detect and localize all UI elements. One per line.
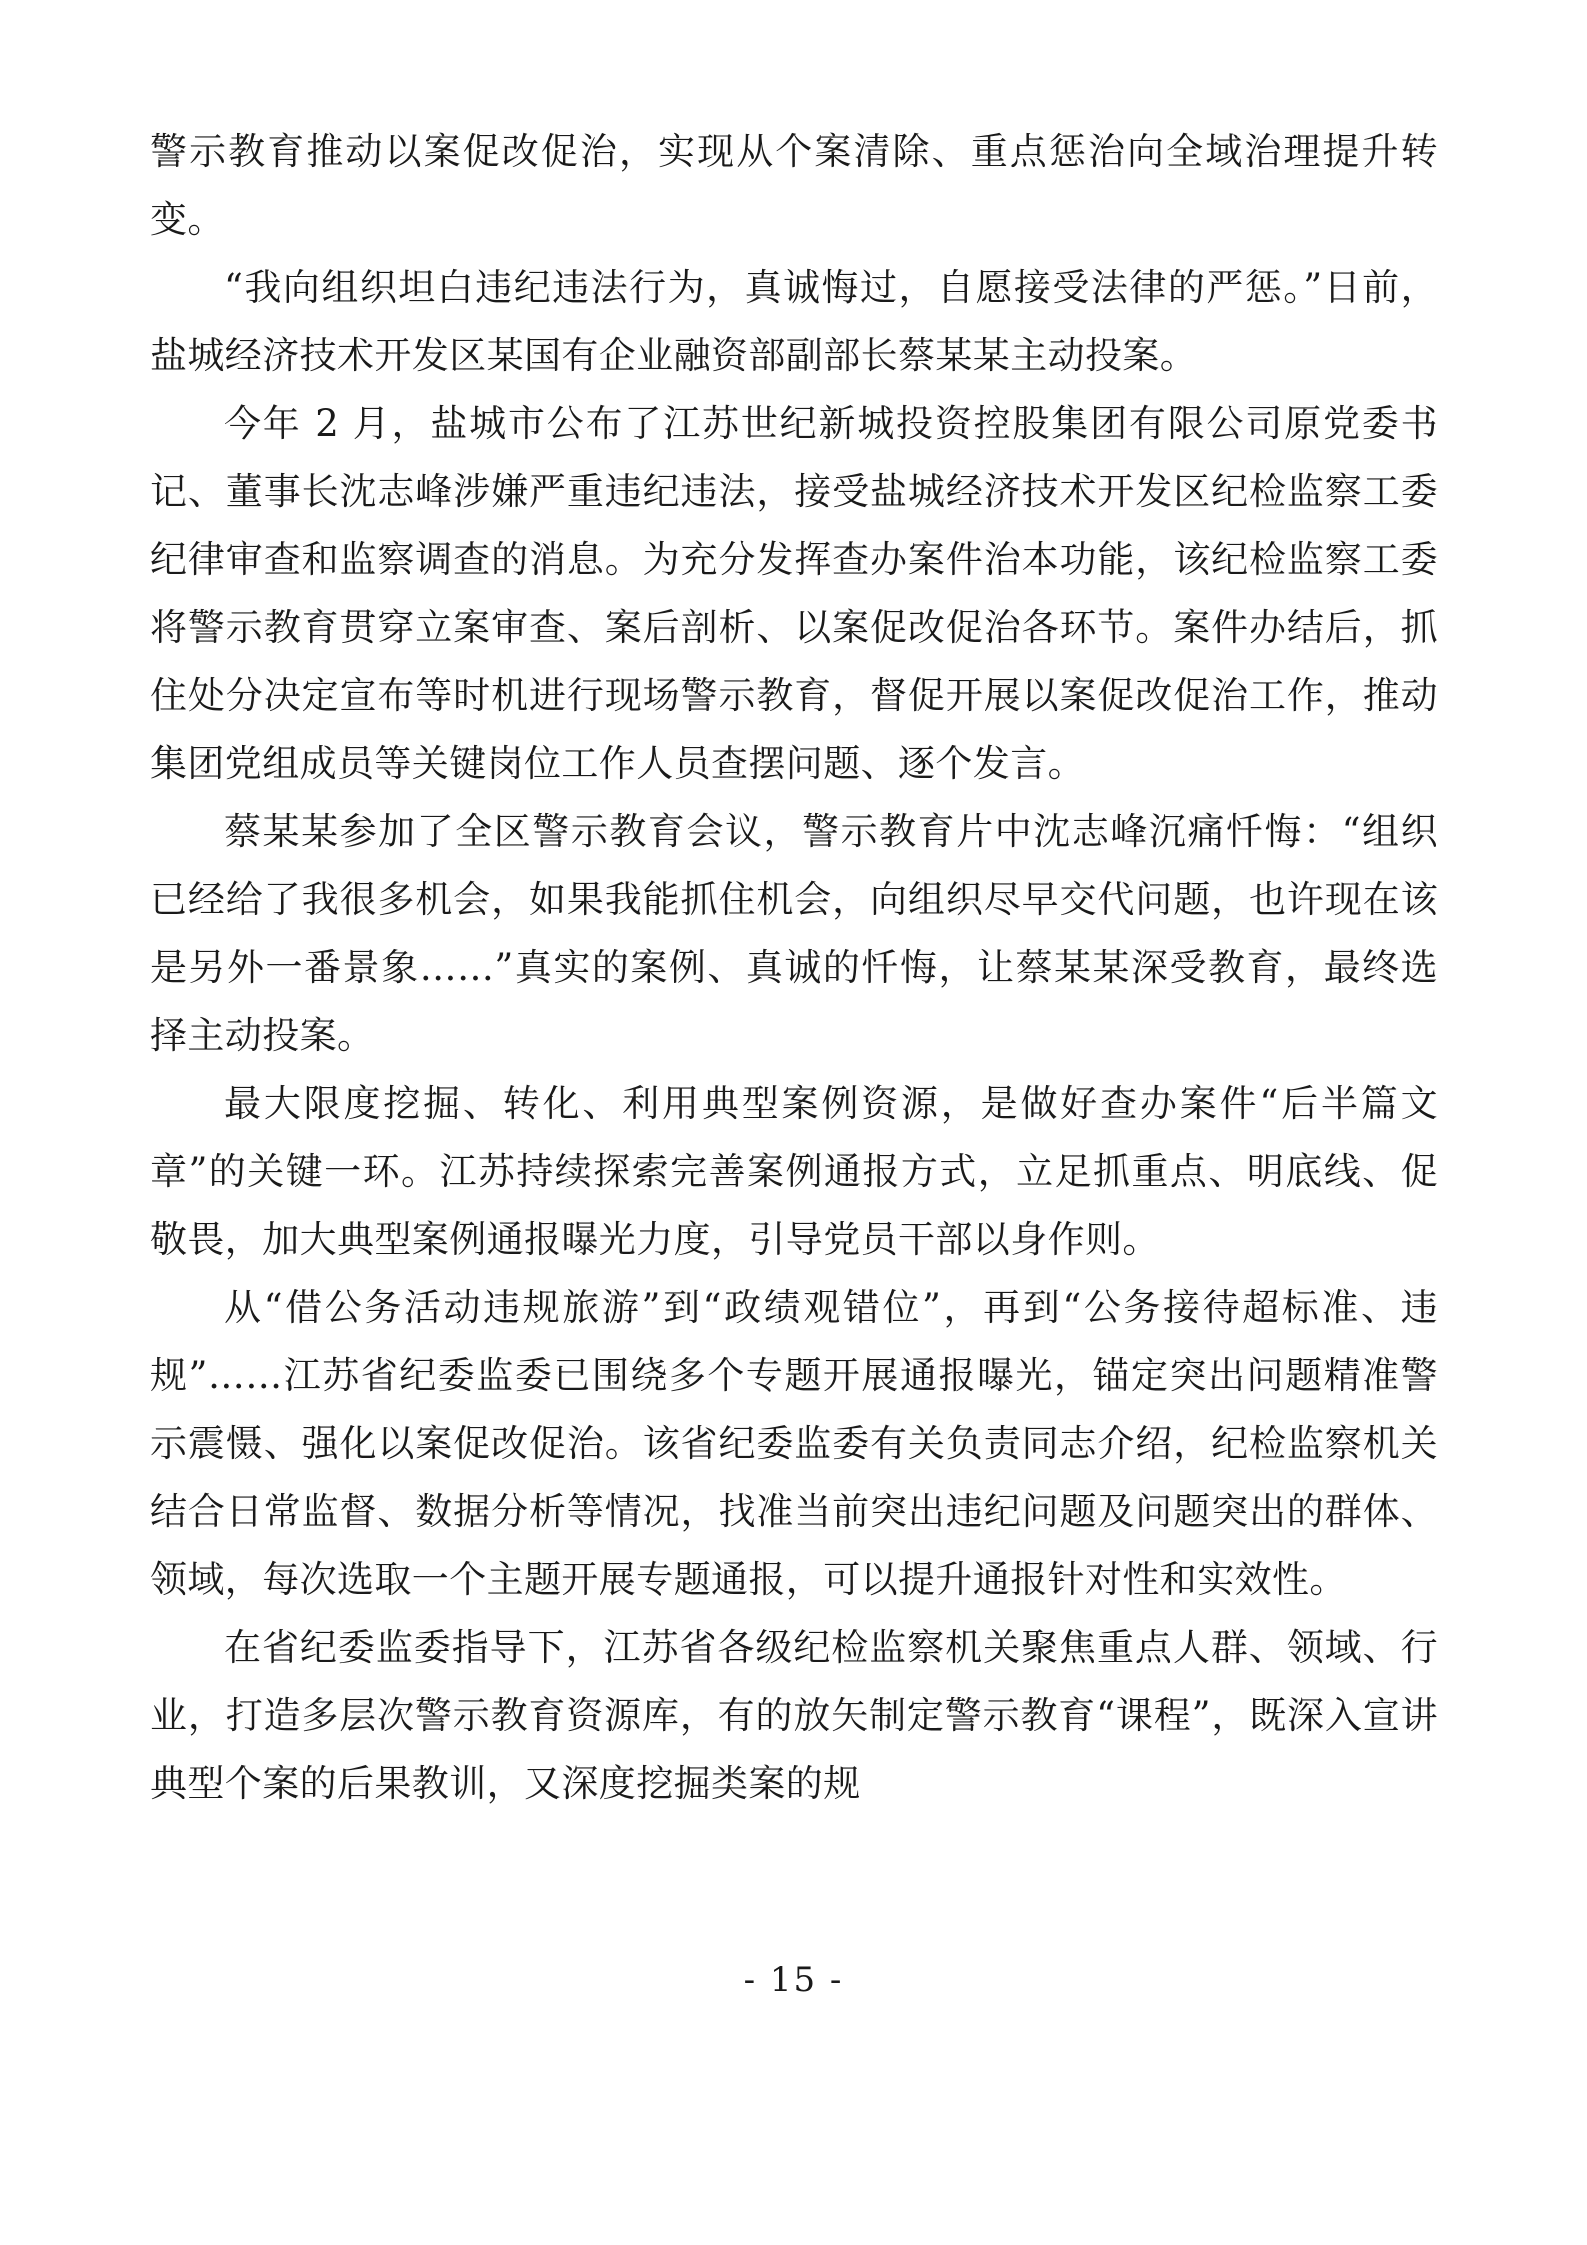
- page-number: - 15 -: [743, 1960, 844, 2000]
- paragraph: 蔡某某参加了全区警示教育会议，警示教育片中沈志峰沉痛忏悔：“组织已经给了我很多机会，如果我能抓住机会，向组织尽早交代问题，也许现在该是另外一番景象……”真实的案例、真诚的忏悔，让蔡某某深受教育，最终选择主动投案。: [150, 810, 1438, 1057]
- paragraph: 从“借公务活动违规旅游”到“政绩观错位”，再到“公务接待超标准、违规”……江苏省纪委监委已围绕多个专题开展通报曝光，锚定突出问题精准警示震慑、强化以案促改促治。该省纪委监委有关负责同志介绍，纪检监察机关结合日常监督、数据分析等情况，找准当前突出违纪问题及问题突出的群体、领域，每次选取一个主题开展专题通报，可以提升通报针对性和实效性。: [150, 1286, 1438, 1601]
- paragraph: 最大限度挖掘、转化、利用典型案例资源，是做好查办案件“后半篇文章”的关键一环。江苏持续探索完善案例通报方式，立足抓重点、明底线、促敬畏，加大典型案例通报曝光力度，引导党员干部以身作则。: [150, 1082, 1438, 1261]
- paragraph: “我向组织坦白违纪违法行为，真诚悔过，自愿接受法律的严惩。”日前，盐城经济技术开发区某国有企业融资部副部长蔡某某主动投案。: [150, 266, 1438, 377]
- paragraph: 在省纪委监委指导下，江苏省各级纪检监察机关聚焦重点人群、领域、行业，打造多层次警示教育资源库，有的放矢制定警示教育“课程”，既深入宣讲典型个案的后果教训，又深度挖掘类案的规: [150, 1626, 1438, 1805]
- paragraph: 警示教育推动以案促改促治，实现从个案清除、重点惩治向全域治理提升转变。: [150, 130, 1438, 241]
- page-body: [150, 118, 1438, 1818]
- paragraph: 今年 2 月，盐城市公布了江苏世纪新城投资控股集团有限公司原党委书记、董事长沈志峰涉嫌严重违纪违法，接受盐城经济技术开发区纪检监察工委纪律审查和监察调查的消息。为充分发挥查办案件治本功能，该纪检监察工委将警示教育贯穿立案审查、案后剖析、以案促改促治各环节。案件办结后，抓住处分决定宣布等时机进行现场警示教育，督促开展以案促改促治工作，推动集团党组成员等关键岗位工作人员查摆问题、逐个发言。: [150, 402, 1438, 785]
